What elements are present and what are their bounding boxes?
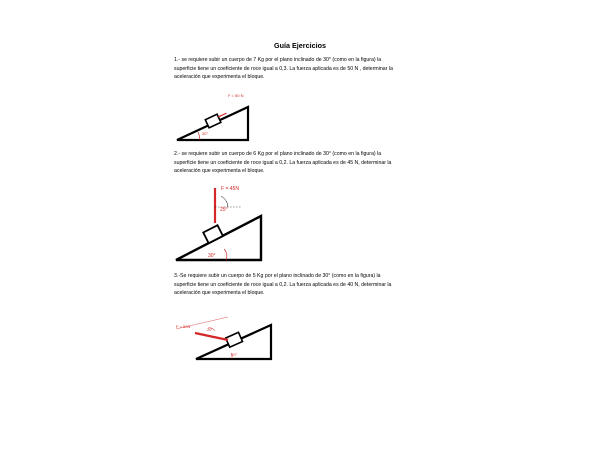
problem-2-line-1: 2.- se requiere subir un cuerpo de 6 Kg por el plano inclinado de 30° (como en la figura) la (174, 151, 382, 157)
block (226, 332, 243, 347)
angle-label: 30° (202, 131, 209, 136)
problem-1-line-1: 1.- se requiere subir un cuerpo de 7 Kg por el plano inclinado de 30° (como en la figura) la (174, 57, 382, 63)
angle-label: 30° (208, 253, 216, 259)
force-arrow (195, 333, 228, 340)
page-title: Guía Ejercicios (274, 41, 326, 50)
problem-1-line-2: superficie tiene un coeficiente de roce igual a 0,3. La fuerza aplicada es de 50 N , determinar la (174, 65, 393, 72)
problem-2-figure (170, 182, 270, 267)
problem-3-figure (170, 314, 280, 364)
problem-2-line-3: aceleración que experimenta el bloque. (174, 168, 265, 175)
problem-2-text (174, 150, 428, 176)
angle-arc (198, 132, 200, 140)
angle-label: 30° (231, 352, 238, 357)
problem-1-text (174, 56, 428, 82)
problem-1-line-3: aceleración que experimenta el bloque. (174, 74, 265, 81)
problem-3-line-3: aceleración que experimenta el bloque. (174, 290, 265, 297)
force-angle-label: 25° (220, 207, 228, 213)
angle-arc (224, 249, 227, 260)
force-label: F = 45N (221, 186, 239, 192)
problem-3-text (174, 272, 428, 298)
force-label: F = 50N (176, 324, 191, 329)
force-angle-label: 20° (207, 327, 214, 332)
problem-1-figure (170, 88, 260, 148)
problem-2-line-2: superficie tiene un coeficiente de roce igual a 0,2. La fuerza aplicada es de 45 N, determinar la (174, 159, 392, 166)
problem-3-line-2: superficie tiene un coeficiente de roce igual a 0,2. La fuerza aplicada es de 40 N, determinar la (174, 281, 392, 288)
force-label: F = 50 N (228, 93, 244, 98)
problem-3-line-1: 3.-Se requiere subir un cuerpo de 5 Kg por el plano inclinado de 30° (como en la figura) la (174, 273, 381, 279)
force-angle-arc (221, 196, 228, 207)
block (203, 225, 223, 243)
